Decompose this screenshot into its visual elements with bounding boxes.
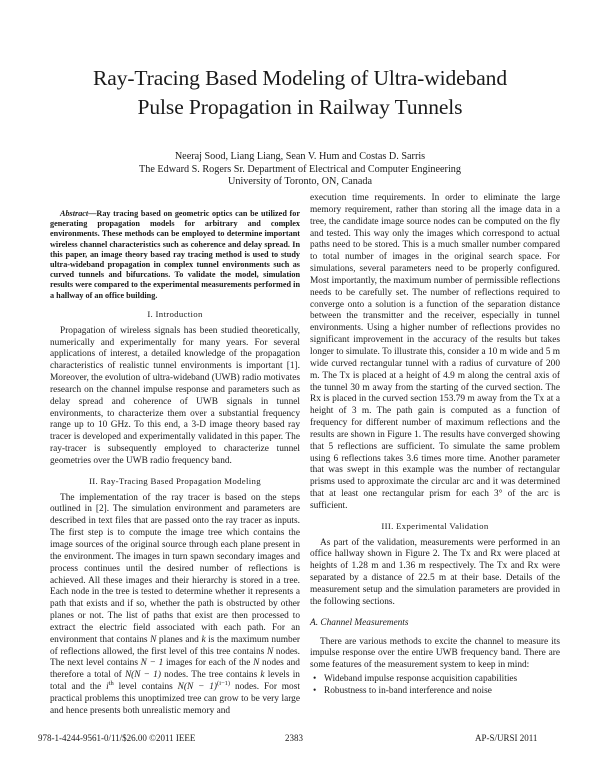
footer-copyright: 978-1-4244-9561-0/11/$26.00 ©2011 IEEE	[38, 733, 196, 743]
abstract-body: —Ray tracing based on geometric optics can be utilized for generating propagation models for arbitrary and complex environments. These methods can be employed to determine important wireless channel characteristics such as coherence and delay spread. In this paper, an image theory based ray tracing method is used to study ultra-wideband propagation in complex tunnel environments such as curved tunnels and bifurcations. To validate the model, simulation results were compared to the experimental measurements performed in a hallway of an office building.	[50, 209, 300, 300]
section-1-paragraph: Propagation of wireless signals has been studied theoretically, numerically and experimentally for many years. For several applications of interest, a detailed knowledge of the propagation characteristics of realistic tunnel environments is important [1]. Moreover, the evolution of ultra-wideband (UWB) radio motivates research on the channel impulse response and parameters such as delay spread and coherence of UWB signals in tunnel environments, to characterize them over a substantial frequency range up to 10 GHz. To this end, a 3-D image theory based ray tracer is developed and experimentally validated in this paper. The ray-tracer is subsequently employed to characterize tunnel geometries over the UWB radio frequency band.	[50, 325, 300, 466]
paper-title	[40, 64, 560, 122]
title-line-2: Pulse Propagation in Railway Tunnels	[137, 95, 463, 119]
title-line-1: Ray-Tracing Based Modeling of Ultra-wideband	[93, 66, 507, 90]
feature-list	[310, 674, 560, 698]
abstract	[50, 209, 300, 301]
left-column	[50, 209, 300, 718]
conference-name: AP-S/URSI 2011	[475, 733, 538, 743]
list-item: • Robustness to in-band interference and noise	[310, 686, 560, 698]
author-block	[40, 151, 560, 189]
section-2-continued: execution time requirements. In order to eliminate the large memory requirement, rather than storing all the image data in a tree, the candidate image source nodes can be computed on the fly and tested. This way only the images which correspond to actual paths need to be stored. This is a much smaller number compared to total number of images in the original search space. For simulations, several parameters need to be properly configured. Most importantly, the maximum number of permissible reflections needs to be carefully set. The number of reflections required to converge onto a solution is a function of the separation distance between the transmitter and the receiver, especially in tunnel environments. Using a higher number of reflections provides no significant improvement in the accuracy of the results but takes longer to simulate. To illustrate this, consider a 10 m wide and 5 m wide curved rectangular tunnel with a radius of curvature of 200 m. The Tx is placed at a height of 4.9 m along the central axis of the tunnel 30 m away from the starting of the curved section. The Rx is placed in the curved section 153.79 m away from the Tx at a height of 3 m. The path gain is computed as a function of frequency for different number of maximum reflections and the results are shown in Figure 1. The results have converged showing that 5 reflections are sufficient. To simulate the same problem using 6 reflections takes 3.6 times more time. Another parameter that was swept in this example was the number of rectangular prisms used to approximate the circular arc and it was determined that at least one rectangular prism for each 3° of the arc is sufficient.	[310, 193, 560, 511]
section-2-paragraph: The implementation of the ray tracer is based on the steps outlined in [2]. The simulation environment and parameters are described in text files that are passed onto the ray tracer as inputs. The first step is to compute the image tree which contains the image sources of the original source through each plane present in the environment. The images in turn spawn secondary images and process continues until the desired number of reflections is achieved. All these images and their hierarchy is stored in a tree. Each node in the tree is tested to determine whether it represents a path that exists and if so, whether the path is obstructed by other planes or not. The list of paths that exist are then processed to extract the electric field associated with each path. For an environment that contains N planes and k is the maximum number of reflections allowed, the first level of this tree contains N nodes. The next level contains N − 1 images for each of the N nodes and therefore a total of N(N − 1) nodes. The tree contains k levels in total and the $i^{th}$ level contains $N(N - 1)^{(i-1)}$ nodes. For most practical problems this unoptimized tree can grow to be very large and hence presents both unrealistic memory and	[50, 492, 301, 716]
abstract-lead: Abstract	[60, 209, 89, 218]
section-3-paragraph: As part of the validation, measurements were performed in an office hallway shown in Figure 2. The Tx and Rx were placed at heights of 1.28 m and 1.36 m respectively. The Tx and Rx were separated by a distance of 22.5 m at their base. Details of the measurement setup and the simulation parameters are provided in the following sections.	[310, 537, 560, 607]
section-2-heading: II. Ray-Tracing Based Propagation Modeling	[89, 475, 261, 486]
author-names: Neeraj Sood, Liang Liang, Sean V. Hum and Costas D. Sarris	[174, 151, 426, 162]
right-column	[310, 193, 560, 698]
list-item: • Wideband impulse response acquisition capabilities	[310, 674, 560, 686]
subsection-3a-heading: A. Channel Measurements	[310, 617, 409, 628]
affiliation-line-2: University of Toronto, ON, Canada	[228, 176, 372, 187]
section-1-heading: I. Introduction	[147, 308, 203, 319]
affiliation-line-1: The Edward S. Rogers Sr. Department of Electrical and Computer Engineering	[139, 163, 461, 175]
page-number: 2383	[285, 733, 303, 743]
subsection-3a-paragraph: There are various methods to excite the channel to measure its impulse response over the entire UWB frequency band. There are some features of the measurement system to keep in mind:	[310, 636, 560, 671]
section-3-heading: III. Experimental Validation	[381, 520, 489, 531]
